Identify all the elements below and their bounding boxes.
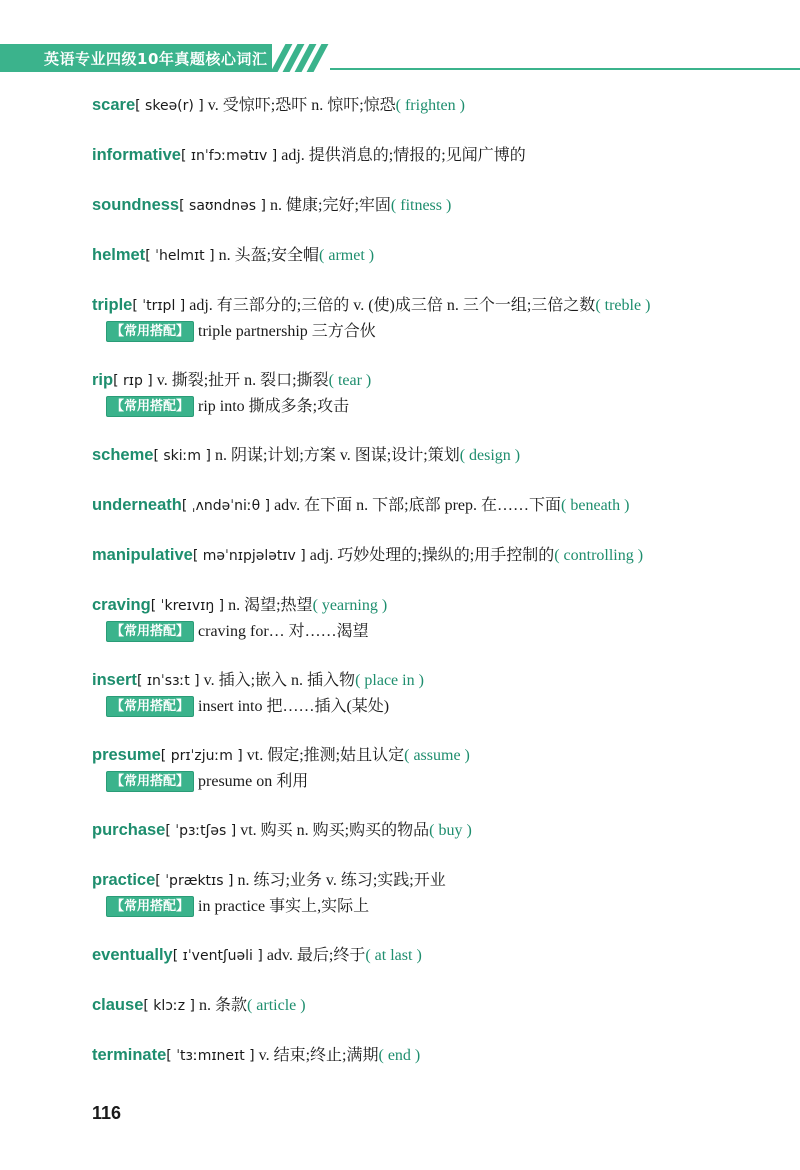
headword: soundness [92, 196, 180, 214]
vocab-entry [92, 592, 782, 644]
entry-main-line [92, 742, 782, 769]
synonym: ( yearning ) [312, 597, 388, 614]
collocation-tag: 【常用搭配】 [106, 321, 194, 342]
collocation-line [106, 394, 782, 419]
collocation-line [106, 619, 782, 644]
collocation-line [106, 694, 782, 719]
entry-main-line [92, 1042, 782, 1069]
headword: terminate [92, 1046, 167, 1064]
synonym: ( tear ) [328, 372, 372, 389]
collocation-text: in practice 事实上,实际上 [198, 898, 370, 915]
headword: practice [92, 871, 156, 889]
collocation-text: craving for… 对……渴望 [198, 623, 369, 640]
vocab-entry [92, 742, 782, 794]
vocab-entry [92, 942, 782, 969]
entry-main-line [92, 442, 782, 469]
vocab-entry [92, 292, 782, 344]
vocab-entry [92, 242, 782, 269]
phonetic: [ ˈpræktɪs ] [155, 873, 234, 889]
collocation-line [106, 319, 782, 344]
phonetic: [ ˈtrɪpl ] [132, 298, 186, 314]
definition: n. 渴望;热望 [224, 597, 313, 614]
synonym: ( frighten ) [395, 97, 465, 114]
entry-main-line [92, 292, 782, 319]
entry-main-line [92, 492, 782, 519]
synonym: ( fitness ) [390, 197, 452, 214]
definition: n. 阴谋;计划;方案 v. 图谋;设计;策划 [210, 447, 460, 464]
vocab-entry [92, 92, 782, 119]
headword: clause [92, 996, 144, 1014]
phonetic: [ ˈpɜːtʃəs ] [165, 823, 237, 839]
collocation-text: presume on 利用 [198, 773, 309, 790]
synonym: ( at last ) [365, 947, 422, 964]
phonetic: [ rɪp ] [113, 373, 153, 389]
definition: vt. 购买 n. 购买;购买的物品 [236, 822, 430, 839]
entry-main-line [92, 542, 782, 569]
definition: v. 撕裂;扯开 n. 裂口;撕裂 [152, 372, 329, 389]
definition: adv. 最后;终于 [262, 947, 366, 964]
phonetic: [ prɪˈzjuːm ] [160, 748, 243, 764]
definition: adv. 在下面 n. 下部;底部 prep. 在……下面 [270, 497, 562, 514]
phonetic: [ ˌʌndəˈniːθ ] [181, 498, 271, 514]
phonetic: [ skeə(r) ] [135, 98, 204, 114]
collocation-line [106, 894, 782, 919]
phonetic: [ ɪˈventʃuəli ] [172, 948, 263, 964]
headword: underneath [92, 496, 182, 514]
synonym: ( controlling ) [554, 547, 644, 564]
vocab-entry [92, 667, 782, 719]
vocab-entry [92, 442, 782, 469]
entry-main-line [92, 867, 782, 894]
vocab-entry [92, 992, 782, 1019]
book-title: 英语专业四级10年真题核心词汇 [44, 50, 268, 68]
definition: v. 受惊吓;恐吓 n. 惊吓;惊恐 [203, 97, 396, 114]
page-header-banner [0, 44, 800, 76]
entry-main-line [92, 592, 782, 619]
definition: vt. 假定;推测;姑且认定 [242, 747, 405, 764]
definition: adj. 巧妙处理的;操纵的;用手控制的 [305, 547, 555, 564]
vocab-entry [92, 542, 782, 569]
entry-main-line [92, 142, 782, 169]
phonetic: [ ɪnˈsɜːt ] [136, 673, 200, 689]
definition: n. 头盔;安全帽 [214, 247, 320, 264]
phonetic: [ ˈhelmɪt ] [145, 248, 215, 264]
definition: v. 结束;终止;满期 [254, 1047, 379, 1064]
synonym: ( armet ) [319, 247, 375, 264]
collocation-line [106, 769, 782, 794]
synonym: ( article ) [246, 997, 306, 1014]
headword: helmet [92, 246, 146, 264]
headword: craving [92, 596, 151, 614]
collocation-tag: 【常用搭配】 [106, 396, 194, 417]
vocabulary-list [92, 92, 782, 1092]
definition: adj. 有三部分的;三倍的 v. (使)成三倍 n. 三个一组;三倍之数 [185, 297, 596, 314]
headword: purchase [92, 821, 166, 839]
phonetic: [ klɔːz ] [143, 998, 195, 1014]
vocab-entry [92, 867, 782, 919]
headword: triple [92, 296, 133, 314]
phonetic: [ ˈkreɪvɪŋ ] [150, 598, 225, 614]
headword: scheme [92, 446, 154, 464]
page-number: 116 [92, 1103, 122, 1123]
definition: n. 条款 [194, 997, 247, 1014]
phonetic: [ skiːm ] [153, 448, 211, 464]
vocab-entry [92, 492, 782, 519]
entry-main-line [92, 242, 782, 269]
synonym: ( beneath ) [561, 497, 630, 514]
entry-main-line [92, 192, 782, 219]
synonym: ( place in ) [355, 672, 424, 689]
headword: informative [92, 146, 181, 164]
vocab-entry [92, 367, 782, 419]
collocation-tag: 【常用搭配】 [106, 771, 194, 792]
vocab-entry [92, 817, 782, 844]
phonetic: [ ɪnˈfɔːmətɪv ] [180, 148, 278, 164]
collocation-tag: 【常用搭配】 [106, 896, 194, 917]
definition: v. 插入;嵌入 n. 插入物 [199, 672, 356, 689]
headword: presume [92, 746, 161, 764]
phonetic: [ saʊndnəs ] [179, 198, 266, 214]
synonym: ( assume ) [404, 747, 470, 764]
entry-main-line [92, 817, 782, 844]
entry-main-line [92, 367, 782, 394]
collocation-text: insert into 把……插入(某处) [198, 698, 390, 715]
collocation-text: triple partnership 三方合伙 [198, 323, 376, 340]
entry-main-line [92, 92, 782, 119]
headword: insert [92, 671, 137, 689]
entry-main-line [92, 942, 782, 969]
phonetic: [ ˈtɜːmɪneɪt ] [166, 1048, 255, 1064]
phonetic: [ məˈnɪpjələtɪv ] [192, 548, 306, 564]
entry-main-line [92, 992, 782, 1019]
synonym: ( buy ) [429, 822, 472, 839]
definition: n. 健康;完好;牢固 [266, 197, 391, 214]
definition: adj. 提供消息的;情报的;见闻广博的 [277, 147, 526, 164]
header-rule [330, 68, 800, 70]
synonym: ( end ) [378, 1047, 421, 1064]
vocab-entry [92, 142, 782, 169]
entry-main-line [92, 667, 782, 694]
headword: rip [92, 371, 114, 389]
synonym: ( treble ) [595, 297, 651, 314]
headword: manipulative [92, 546, 193, 564]
headword: scare [92, 96, 136, 114]
vocab-entry [92, 1042, 782, 1069]
headword: eventually [92, 946, 173, 964]
collocation-tag: 【常用搭配】 [106, 696, 194, 717]
definition: n. 练习;业务 v. 练习;实践;开业 [233, 872, 446, 889]
collocation-text: rip into 撕成多条;攻击 [198, 398, 350, 415]
collocation-tag: 【常用搭配】 [106, 621, 194, 642]
vocab-entry [92, 192, 782, 219]
synonym: ( design ) [459, 447, 521, 464]
